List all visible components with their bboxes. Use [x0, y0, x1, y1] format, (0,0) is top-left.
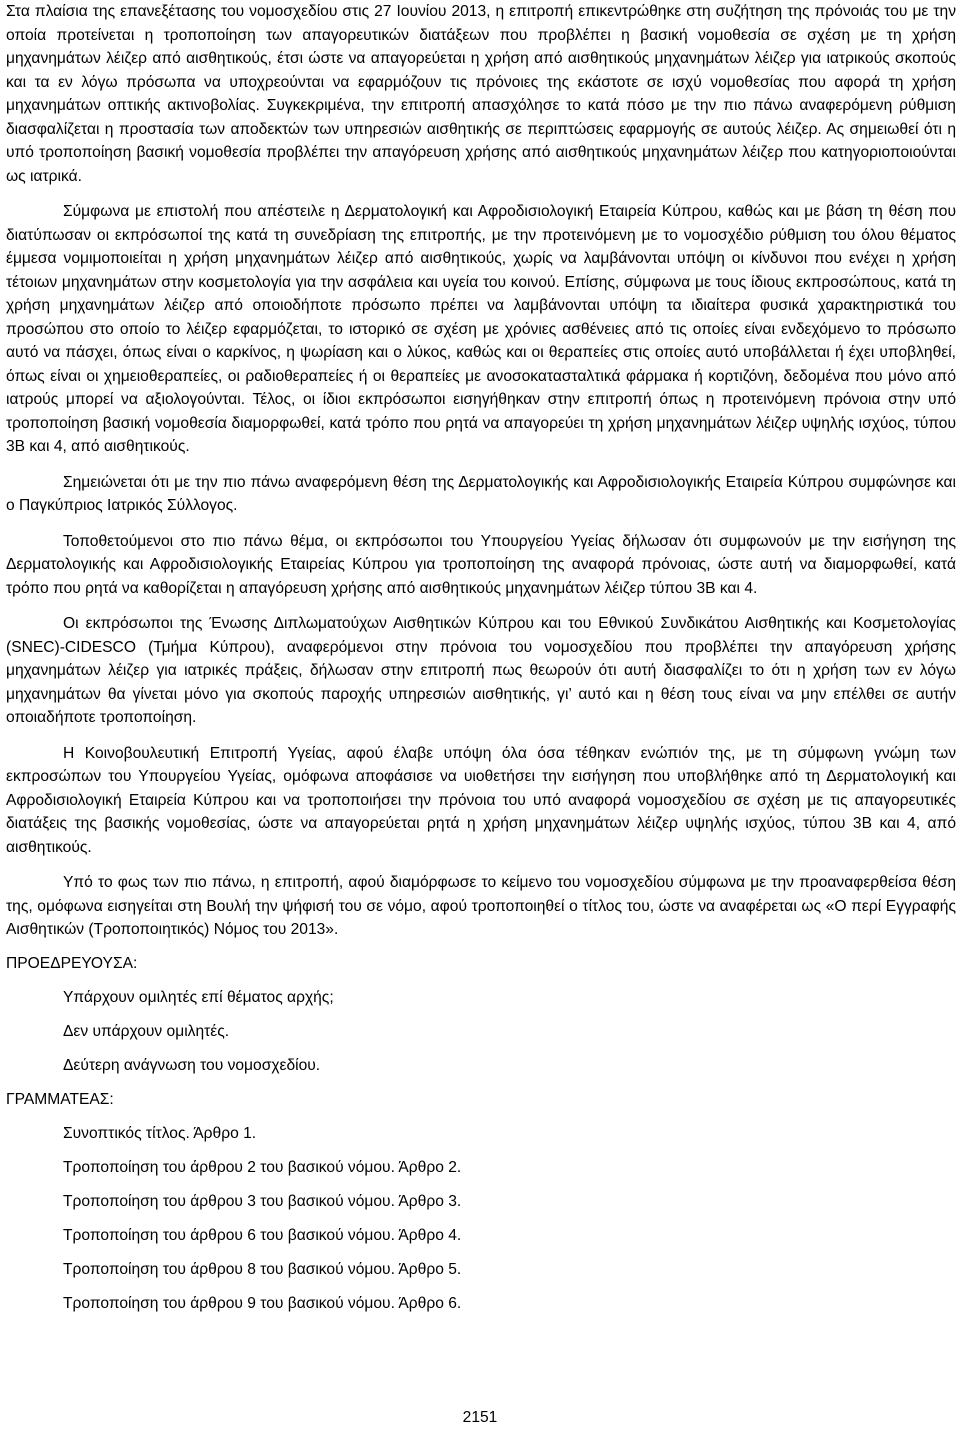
president-line: Δεν υπάρχουν ομιλητές.: [63, 1023, 230, 1040]
paragraph-medical-association: Σημειώνεται ότι με την πιο πάνω αναφερόμενη θέση της Δερματολογικής και Αφροδισιολογικής Εταιρεία Κύπρου συμφώνησε και ο Παγκύπριος Ιατρικός Σύλλογος.: [6, 473, 956, 514]
document-page: [6, 0, 956, 1316]
secretary-line: Συνοπτικός τίτλος. Άρθρο 1.: [63, 1125, 257, 1142]
page-number: 2151: [462, 1409, 498, 1426]
paragraph-committee-decision: Η Κοινοβουλευτική Επιτροπή Υγείας, αφού έλαβε υπόψη όλα όσα τέθηκαν ενώπιόν της, με τη σύμφωνη γνώμη των εκπροσώπων του Υπουργείου Υγείας, ομόφωνα αποφάσισε να υιοθετήσει την εισήγηση που υποβλήθηκε από τη Δερματολογική και Αφροδισιολογική Εταιρεία Κύπρου και να τροποποιήσει την πρόνοια του υπό αναφορά νομοσχεδίου σε σχέση με τις απαγορευτικές διατάξεις της βασικής νομοθεσίας, ώστε να απαγορεύεται ρητά η χρήση μηχανημάτων λέιζερ υψηλής ισχύος, τύπου 3Β και 4, από αισθητικούς.: [6, 744, 956, 856]
speaker-secretary-label: ΓΡΑΜΜΑΤΕΑΣ:: [6, 1091, 114, 1108]
secretary-line: Τροποποίηση του άρθρου 8 του βασικού νόμου. Άρθρο 5.: [63, 1261, 462, 1278]
paragraph-ministry-position: Τοποθετούμενοι στο πιο πάνω θέμα, οι εκπρόσωποι του Υπουργείου Υγείας δήλωσαν ότι συμφωνούν με την εισήγηση της Δερματολογικής και Αφροδισιολογικής Εταιρείας Κύπρου για τροποποίηση της αναφορά πρόνοιας, ώστε αυτή να διαμορφωθεί, κατά τρόπο που ρητά να καθορίζεται η απαγόρευση χρήσης από αισθητικούς μηχανημάτων λέιζερ τύπου 3Β και 4.: [6, 532, 956, 597]
paragraph-dermatology-society-letter: Σύμφωνα με επιστολή που απέστειλε η Δερματολογική και Αφροδισιολογική Εταιρεία Κύπρου, καθώς και με βάση τη θέση που διατύπωσαν οι εκπρόσωποί της κατά τη συνεδρίαση της επιτροπής, με την προτεινόμενη με το νομοσχέδιο ρύθμιση του όλου θέματος έμμεσα νομιμοποιείται η χρήση μηχανημάτων λέιζερ από αισθητικούς, χωρίς να λαμβάνονται υπόψη οι κίνδυνοι που ενέχει η χρήση τέτοιων μηχανημάτων στην κοσμετολογία για την ασφάλεια και υγεία του κοινού. Επίσης, σύμφωνα με τους ίδιους εκπροσώπους, κατά τη χρήση μηχανημάτων λέιζερ από οποιοδήποτε πρόσωπο πρέπει να λαμβάνονται υπόψη τα ιδιαίτερα φυσικά χαρακτηριστικά του προσώπου στο οποίο το λέιζερ εφαρμόζεται, το ιστορικό σε σχέση με χρόνιες ασθένειες από τις οποίες είναι ενδεχόμενο το πρόσωπο αυτό να πάσχει, όπως είναι ο καρκίνος, η ψωρίαση και ο λύκος, καθώς και οι θεραπείες στις οποίες αυτό υποβάλλεται ή έχει υποβληθεί, όπως είναι οι χημειοθεραπείες, οι ραδιοθεραπείες ή οι θεραπείες με ανοσοκατασταλτικά φάρμακα ή κορτιζόνη, δεδομένα που μόνο από ιατρούς μπορεί να αξιολογούνται. Τέλος, οι ίδιοι εκπρόσωποι εισηγήθηκαν στην επιτροπή όπως η προτεινόμενη πρόνοια στην υπό τροποποίηση βασική νομοθεσία διαμορφωθεί, κατά τρόπο που ρητά να απαγορεύει τη χρήση μηχανημάτων λέιζερ υψηλής ισχύος, τύπου 3Β και 4, από αισθητικούς.: [6, 203, 956, 455]
secretary-line: Τροποποίηση του άρθρου 3 του βασικού νόμου. Άρθρο 3.: [63, 1193, 462, 1210]
paragraph-beauticians-union: Οι εκπρόσωποι της Ένωσης Διπλωματούχων Αισθητικών Κύπρου και του Εθνικού Συνδικάτου Αισθητικής και Κοσμετολογίας (SNEC)-CIDESCO (Τμήμα Κύπρου), αναφερόμενοι στην πρόνοια του νομοσχεδίου που προβλέπει την απαγόρευση χρήσης μηχανημάτων λέιζερ για ιατρικές πράξεις, δήλωσαν στην επιτροπή πως θεωρούν ότι αυτή διασφαλίζει το ότι η χρήση των εν λόγω μηχανημάτων θα γίνεται μόνο για σκοπούς παροχής υπηρεσιών αισθητικής, γι’ αυτό και η θέση τους είναι να μην επέλθει σε αυτήν οποιαδήποτε τροποποίηση.: [6, 615, 956, 726]
secretary-line: Τροποποίηση του άρθρου 2 του βασικού νόμου. Άρθρο 2.: [63, 1159, 462, 1176]
paragraph-recommendation: Υπό το φως των πιο πάνω, η επιτροπή, αφού διαμόρφωσε το κείμενο του νομοσχεδίου σύμφωνα με την προαναφερθείσα θέση της, ομόφωνα εισηγείται στη Βουλή την ψήφισή του σε νόμο, αφού τροποποιηθεί ο τίτλος του, ώστε να αναφέρεται ως «Ο περί Εγγραφής Αισθητικών (Τροποποιητικός) Νόμος του 2013».: [6, 874, 956, 938]
secretary-line: Τροποποίηση του άρθρου 6 του βασικού νόμου. Άρθρο 4.: [63, 1227, 462, 1244]
paragraph-review-context: Στα πλαίσια της επανεξέτασης του νομοσχεδίου στις 27 Ιουνίου 2013, η επιτροπή επικεντρώθηκε στη συζήτηση της πρόνοιάς του με την οποία προτείνεται η τροποποίηση των απαγορευτικών διατάξεων που προβλέπει η βασική νομοθεσία σε σχέση με τη χρήση μηχανημάτων λέιζερ από αισθητικούς, έτσι ώστε να απαγορεύεται η χρήση από αισθητικούς μηχανημάτων λέιζερ για ιατρικούς σκοπούς και τα εν λόγω πρόσωπα να υποχρεούνται να εφαρμόζουν τις πρόνοιες της εκάστοτε σε ισχύ νομοθεσίας που αφορά τη χρήση μηχανημάτων οπτικής ακτινοβολίας. Συγκεκριμένα, την επιτροπή απασχόλησε το κατά πόσο με την πιο πάνω αναφερόμενη ρύθμιση διασφαλίζεται η προστασία των αποδεκτών των υπηρεσιών αισθητικής σε περιπτώσεις εφαρμογής σε αυτούς λέιζερ. Ας σημειωθεί ότι η υπό τροποποίηση βασική νομοθεσία προβλέπει την απαγόρευση χρήσης από αισθητικούς μηχανημάτων λέιζερ που κατηγοριοποιούνται ως ιατρικά.: [6, 3, 956, 185]
president-line: Δεύτερη ανάγνωση του νομοσχεδίου.: [63, 1057, 321, 1074]
speaker-president-label: ΠΡΟΕΔΡΕΥΟΥΣΑ:: [6, 955, 138, 972]
secretary-line: Τροποποίηση του άρθρου 9 του βασικού νόμου. Άρθρο 6.: [63, 1295, 462, 1312]
president-line: Υπάρχουν ομιλητές επί θέματος αρχής;: [63, 989, 334, 1006]
